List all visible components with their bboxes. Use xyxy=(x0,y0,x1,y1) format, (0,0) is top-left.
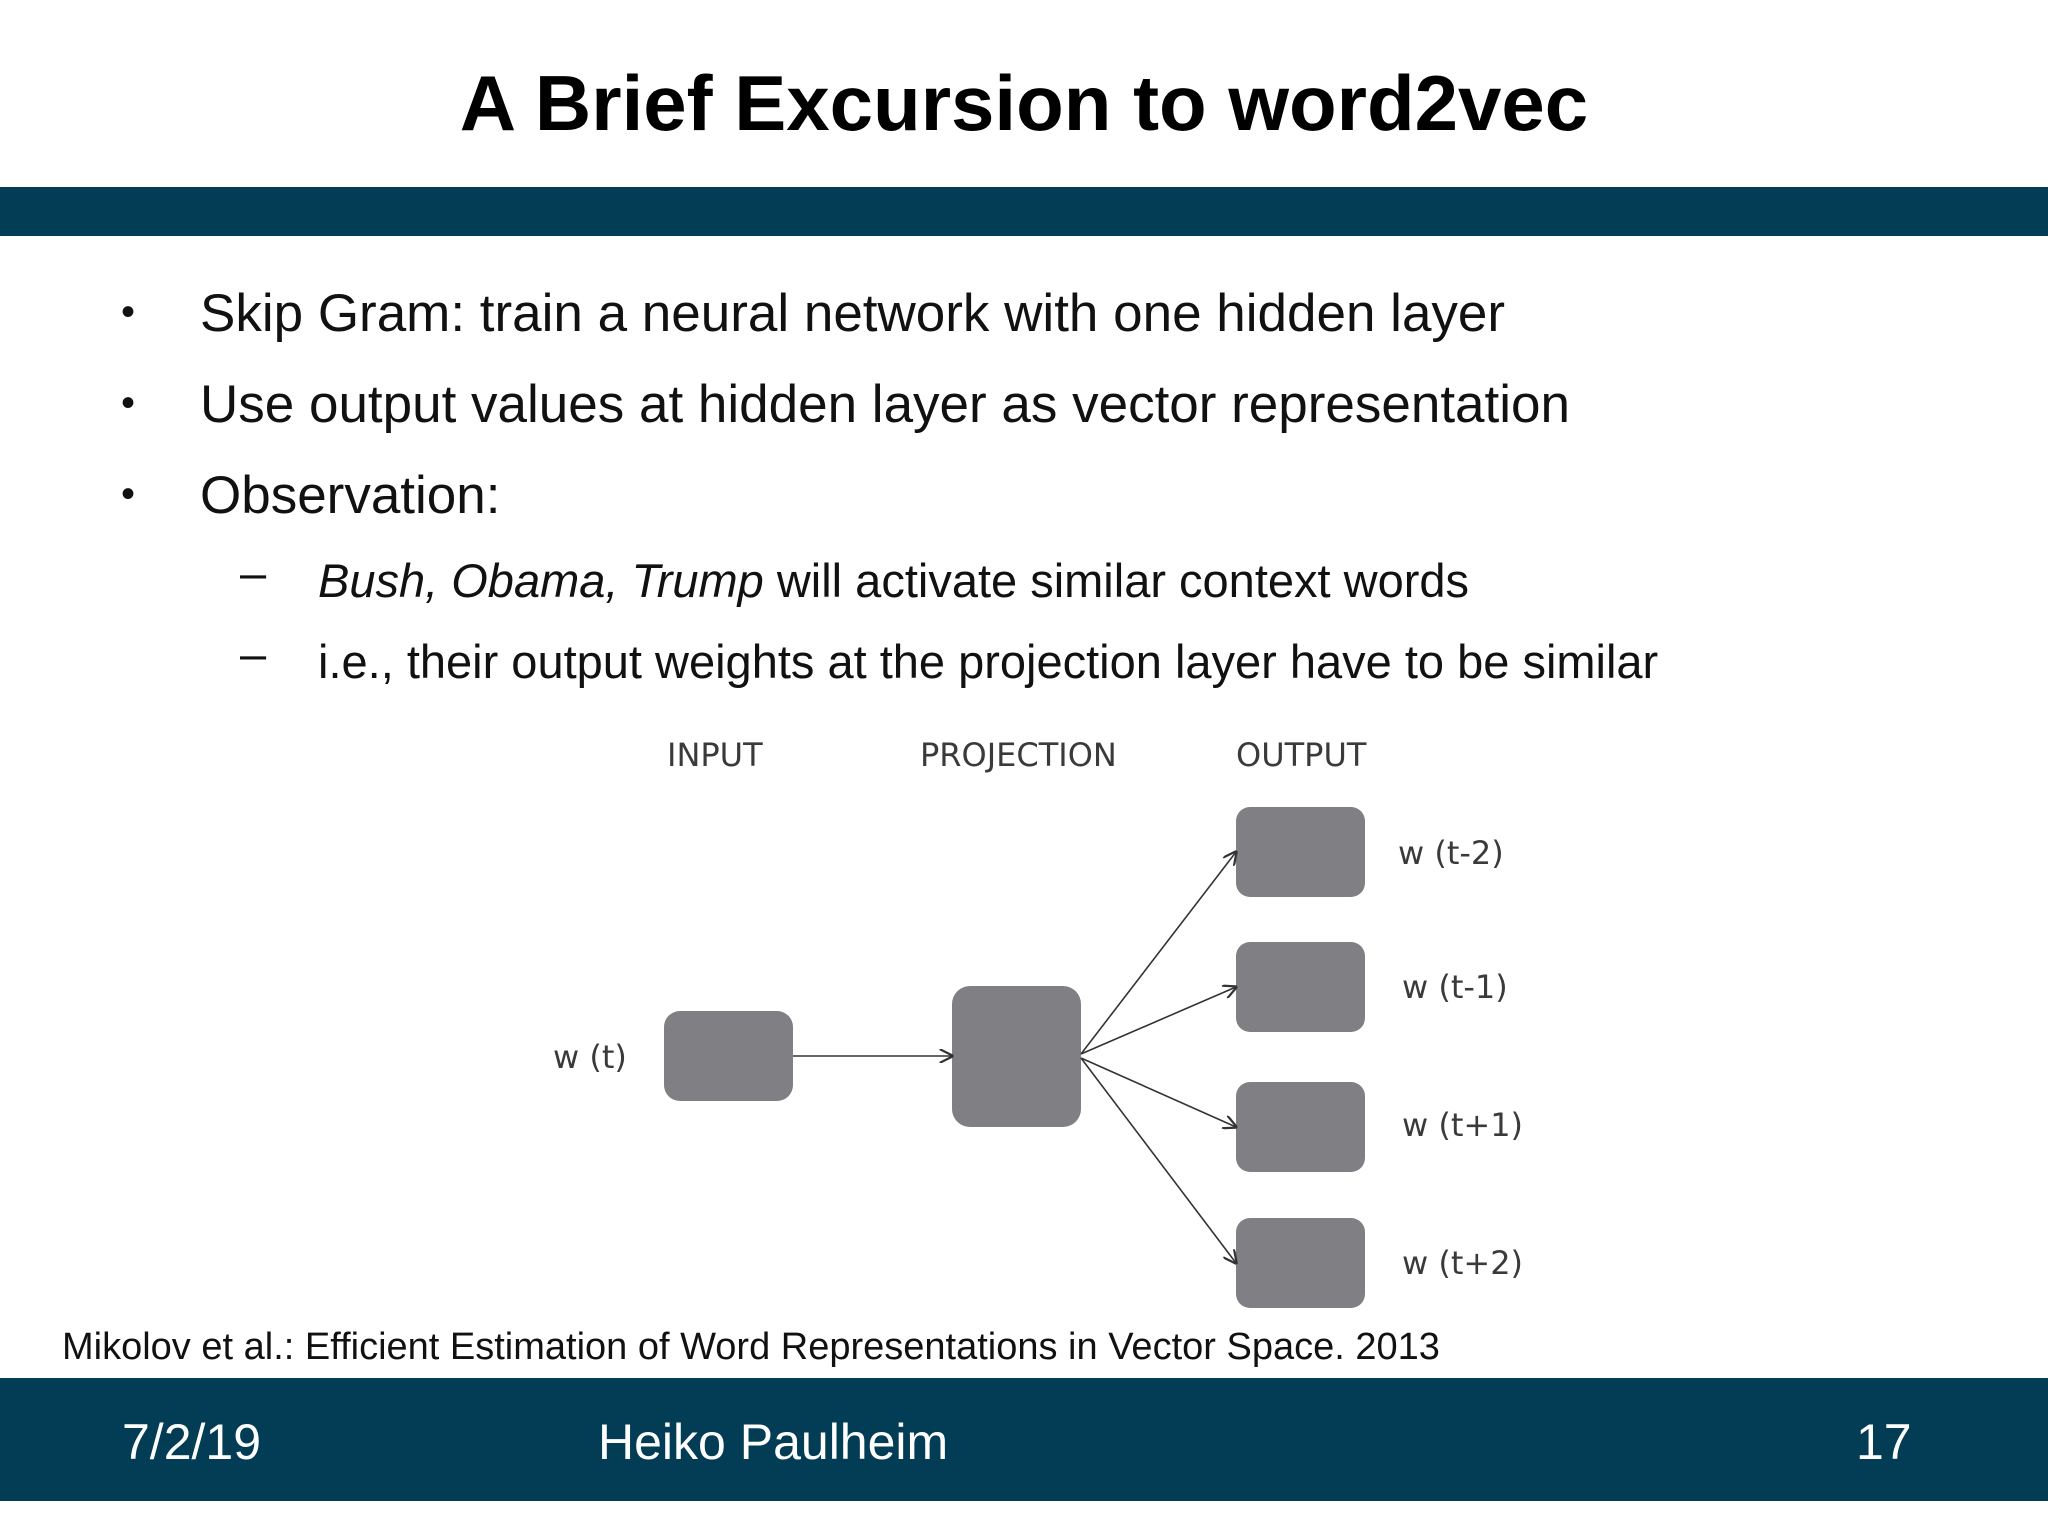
sub-bullet-italic: Bush, Obama, Trump xyxy=(318,554,764,607)
projection-to-output-arrow xyxy=(1081,1058,1236,1127)
output-word-label: w (t+2) xyxy=(1402,1244,1524,1282)
output-node xyxy=(1236,807,1365,897)
output-word-label: w (t-1) xyxy=(1402,968,1508,1006)
footer-page-number: 17 xyxy=(1856,1414,1912,1470)
output-node xyxy=(1236,1082,1365,1172)
projection-to-output-arrow xyxy=(1081,987,1236,1054)
footer-author: Heiko Paulheim xyxy=(598,1414,949,1470)
sub-bullet-mark: – xyxy=(240,627,267,680)
sub-bullet-rest: will activate similar context words xyxy=(763,554,1470,607)
bullet-mark: • xyxy=(121,381,136,425)
output-node xyxy=(1236,942,1365,1032)
citation-caption: Mikolov et al.: Efficient Estimation of Word Representations in Vector Space. 2013 xyxy=(62,1326,1440,1368)
output-word-label: w (t+1) xyxy=(1402,1106,1524,1144)
bullet-mark: • xyxy=(121,472,136,516)
diagram-header-input: INPUT xyxy=(667,736,763,774)
bullet-text: Use output values at hidden layer as vector representation xyxy=(200,375,1570,434)
diagram-header-output: OUTPUT xyxy=(1236,736,1367,774)
bullet-text: Observation: xyxy=(200,466,501,525)
projection-node xyxy=(952,986,1081,1127)
bullet-mark: • xyxy=(121,290,136,334)
sub-bullet-mark: – xyxy=(240,546,267,599)
footer-bar xyxy=(0,1378,2048,1501)
output-word-label: w (t-2) xyxy=(1398,834,1504,872)
input-node xyxy=(664,1011,793,1101)
projection-to-output-arrow xyxy=(1081,852,1236,1054)
input-word-label: w (t) xyxy=(553,1038,627,1076)
output-node xyxy=(1236,1218,1365,1308)
sub-bullet-rest: i.e., their output weights at the projection layer have to be similar xyxy=(318,635,1659,688)
bullet-text: Skip Gram: train a neural network with one hidden layer xyxy=(200,284,1506,343)
projection-to-output-arrow xyxy=(1081,1058,1236,1263)
diagram-header-projection: PROJECTION xyxy=(920,736,1117,774)
slide-title: A Brief Excursion to word2vec xyxy=(459,59,1589,147)
footer-date: 7/2/19 xyxy=(122,1414,262,1470)
